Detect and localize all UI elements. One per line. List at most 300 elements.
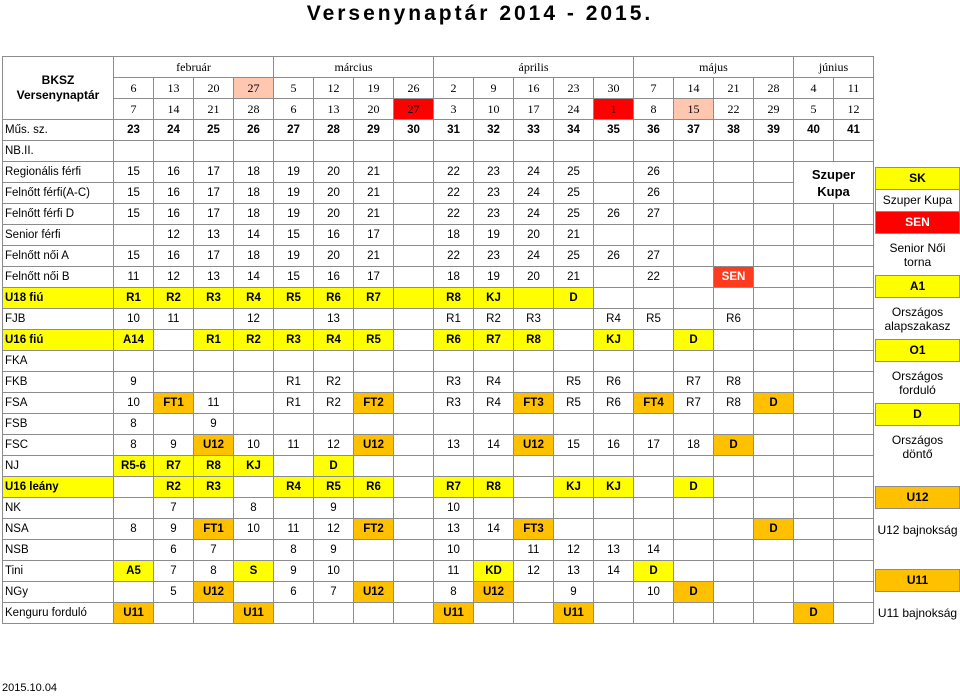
date-cell: 8 [634,99,674,120]
schedule-cell [354,540,394,561]
schedule-cell: 9 [314,498,354,519]
schedule-cell [794,309,834,330]
schedule-cell: A5 [114,561,154,582]
schedule-cell: 18 [434,267,474,288]
schedule-cell [394,582,434,603]
schedule-cell [514,498,554,519]
empty-cell [714,141,754,162]
date-cell: 6 [274,99,314,120]
schedule-cell [474,540,514,561]
schedule-row [3,162,874,183]
schedule-cell: 17 [194,183,234,204]
schedule-cell [834,582,874,603]
schedule-cell: 19 [274,204,314,225]
schedule-cell: 18 [234,204,274,225]
schedule-cell: R5 [354,330,394,351]
date-cell: 7 [634,78,674,99]
schedule-cell [274,456,314,477]
schedule-cell: 9 [314,540,354,561]
empty-cell [194,141,234,162]
schedule-cell [794,540,834,561]
schedule-cell: 8 [434,582,474,603]
schedule-cell: R3 [514,309,554,330]
schedule-cell [354,603,394,624]
schedule-cell [314,603,354,624]
row-label: NSA [3,519,114,540]
schedule-cell [474,498,514,519]
schedule-cell: 18 [434,225,474,246]
schedule-cell: R7 [354,288,394,309]
schedule-cell: 20 [514,225,554,246]
schedule-cell: 24 [514,183,554,204]
schedule-cell [754,204,794,225]
schedule-cell [754,435,794,456]
date-cell: 21 [714,78,754,99]
row-label: FKA [3,351,114,372]
schedule-cell [514,351,554,372]
schedule-cell: R8 [714,372,754,393]
schedule-cell [714,540,754,561]
schedule-cell [794,435,834,456]
schedule-cell [394,435,434,456]
musz-cell: 24 [154,120,194,141]
date-cell: 5 [794,99,834,120]
schedule-cell: 13 [554,561,594,582]
schedule-cell [554,519,594,540]
schedule-cell [754,288,794,309]
legend-item: U12 bajnokság [877,522,958,537]
schedule-cell [834,351,874,372]
schedule-cell [554,456,594,477]
row-label: FSC [3,435,114,456]
row-label: NGy [3,582,114,603]
schedule-cell: 14 [634,540,674,561]
schedule-cell: D [314,456,354,477]
date-cell: 22 [714,99,754,120]
schedule-cell: 16 [154,183,194,204]
schedule-cell: 12 [234,309,274,330]
schedule-cell [594,267,634,288]
schedule-cell: 8 [114,435,154,456]
schedule-cell: 13 [314,309,354,330]
schedule-cell: FT1 [154,393,194,414]
schedule-cell [394,519,434,540]
schedule-cell [514,456,554,477]
schedule-cell: 26 [634,162,674,183]
schedule-cell: D [794,603,834,624]
schedule-cell: 21 [554,267,594,288]
row-label: Senior férfi [3,225,114,246]
empty-cell [434,141,474,162]
row-label: Felnőtt női A [3,246,114,267]
schedule-cell: 27 [634,246,674,267]
date-cell: 28 [234,99,274,120]
schedule-cell [234,351,274,372]
schedule-cell: 19 [274,162,314,183]
schedule-cell: U12 [354,435,394,456]
schedule-cell: 10 [634,582,674,603]
schedule-cell [394,477,434,498]
date-cell: 20 [194,78,234,99]
schedule-cell: 22 [434,246,474,267]
schedule-cell: 9 [154,519,194,540]
schedule-cell: U11 [554,603,594,624]
date-cell: 9 [474,78,514,99]
schedule-cell [674,351,714,372]
schedule-cell: D [634,561,674,582]
schedule-cell: R8 [194,456,234,477]
schedule-cell [394,498,434,519]
schedule-cell [754,225,794,246]
schedule-cell: U12 [354,582,394,603]
schedule-cell: R7 [154,456,194,477]
schedule-cell [714,204,754,225]
schedule-cell: FT3 [514,393,554,414]
schedule-cell: 20 [314,162,354,183]
schedule-cell [274,603,314,624]
schedule-cell: 22 [634,267,674,288]
schedule-cell: 22 [434,162,474,183]
schedule-cell [834,414,874,435]
schedule-cell [394,372,434,393]
schedule-cell [394,246,434,267]
schedule-cell: D [754,519,794,540]
schedule-row [3,183,874,204]
schedule-cell [674,267,714,288]
schedule-cell: 11 [434,561,474,582]
musz-cell: 29 [354,120,394,141]
schedule-cell [674,603,714,624]
date-cell: 14 [154,99,194,120]
empty-cell [674,141,714,162]
schedule-cell [234,540,274,561]
schedule-cell: 23 [474,162,514,183]
schedule-cell [514,582,554,603]
schedule-cell: 17 [194,246,234,267]
schedule-cell [474,351,514,372]
schedule-cell: 8 [274,540,314,561]
schedule-cell: 24 [514,246,554,267]
schedule-cell [834,477,874,498]
schedule-cell [394,288,434,309]
schedule-cell [714,246,754,267]
schedule-row [3,582,874,603]
schedule-cell: 9 [114,372,154,393]
months-row [3,57,874,78]
month-header: április [434,57,634,78]
schedule-cell: 17 [354,225,394,246]
schedule-cell: R3 [274,330,314,351]
schedule-cell: 15 [274,267,314,288]
date-cell: 23 [554,78,594,99]
legend-item: Országos alapszakasz [884,304,951,333]
schedule-cell [314,414,354,435]
schedule-cell: KJ [234,456,274,477]
row-label: Felnőtt női B [3,267,114,288]
schedule-cell: 11 [154,309,194,330]
schedule-cell [834,267,874,288]
schedule-cell [434,414,474,435]
schedule-cell: 25 [554,204,594,225]
schedule-row [3,225,874,246]
schedule-cell [834,204,874,225]
schedule-cell: 9 [274,561,314,582]
schedule-cell: R6 [594,372,634,393]
schedule-cell: 10 [434,498,474,519]
schedule-cell: 13 [194,267,234,288]
schedule-cell [394,330,434,351]
empty-cell [474,141,514,162]
musz-row [3,120,874,141]
schedule-cell: 7 [154,561,194,582]
schedule-cell [674,414,714,435]
schedule-cell: 9 [154,435,194,456]
date-cell: 7 [114,99,154,120]
legend-table [875,167,960,633]
schedule-cell: KD [474,561,514,582]
schedule-cell: R5-6 [114,456,154,477]
musz-cell: 34 [554,120,594,141]
empty-cell [634,141,674,162]
schedule-cell: R6 [714,309,754,330]
schedule-cell [234,582,274,603]
schedule-cell: R7 [674,372,714,393]
schedule-cell: 9 [554,582,594,603]
schedule-cell [834,246,874,267]
schedule-cell [434,351,474,372]
schedule-cell: R3 [434,393,474,414]
schedule-cell [674,498,714,519]
schedule-cell: 16 [314,225,354,246]
footer-date: 2015.10.04 [2,682,58,694]
date-cell: 15 [674,99,714,120]
schedule-cell: R8 [434,288,474,309]
schedule-cell [834,456,874,477]
schedule-cell: U12 [194,435,234,456]
schedule-cell: R2 [314,393,354,414]
schedule-cell: SEN [714,267,754,288]
schedule-row [3,477,874,498]
schedule-cell: 13 [194,225,234,246]
dates-row-2 [3,99,874,120]
schedule-cell: 18 [234,183,274,204]
legend-item: O1 [876,340,960,362]
schedule-cell [754,582,794,603]
schedule-cell [394,351,434,372]
schedule-cell: R8 [714,393,754,414]
date-cell: 24 [554,99,594,120]
date-cell: 29 [754,99,794,120]
schedule-cell [754,246,794,267]
schedule-cell [794,351,834,372]
schedule-cell [754,162,794,183]
schedule-cell [394,603,434,624]
schedule-cell: 15 [554,435,594,456]
schedule-row [3,351,874,372]
schedule-cell: R2 [314,372,354,393]
schedule-cell [554,330,594,351]
schedule-cell: 5 [154,582,194,603]
schedule-row [3,435,874,456]
schedule-cell: 11 [274,435,314,456]
date-cell: 10 [474,99,514,120]
schedule-row [3,309,874,330]
schedule-cell [674,246,714,267]
schedule-cell [394,456,434,477]
schedule-cell: 10 [234,519,274,540]
schedule-cell [794,498,834,519]
schedule-cell: 20 [314,246,354,267]
schedule-row [3,267,874,288]
schedule-cell: 17 [634,435,674,456]
date-cell: 1 [594,99,634,120]
schedule-cell [354,351,394,372]
schedule-cell [754,372,794,393]
schedule-cell [674,309,714,330]
schedule-cell: 12 [514,561,554,582]
schedule-cell: 15 [114,246,154,267]
date-cell: 3 [434,99,474,120]
schedule-cell [714,498,754,519]
schedule-cell: 21 [354,183,394,204]
musz-cell: 39 [754,120,794,141]
schedule-cell: S [234,561,274,582]
schedule-cell: R2 [234,330,274,351]
schedule-cell: 16 [154,246,194,267]
schedule-cell: D [754,393,794,414]
musz-cell: 36 [634,120,674,141]
schedule-cell [754,309,794,330]
schedule-cell: R3 [194,288,234,309]
calendar-table [2,56,874,624]
schedule-cell [714,477,754,498]
schedule-cell [234,372,274,393]
schedule-row [3,540,874,561]
schedule-cell [114,477,154,498]
schedule-cell: 11 [194,393,234,414]
schedule-cell [794,267,834,288]
schedule-cell: 21 [354,162,394,183]
schedule-cell [274,498,314,519]
schedule-cell [154,351,194,372]
schedule-cell: 11 [514,540,554,561]
schedule-cell: FT2 [354,393,394,414]
schedule-cell [714,183,754,204]
schedule-cell [674,183,714,204]
schedule-cell: 10 [114,309,154,330]
schedule-cell [754,456,794,477]
date-cell: 14 [674,78,714,99]
schedule-cell [794,456,834,477]
schedule-cell [634,414,674,435]
schedule-cell: 16 [154,162,194,183]
schedule-cell [714,288,754,309]
date-cell: 11 [834,78,874,99]
schedule-cell [594,183,634,204]
schedule-cell [674,456,714,477]
month-header: március [274,57,434,78]
empty-cell [234,141,274,162]
schedule-cell: 24 [514,204,554,225]
schedule-cell: R6 [314,288,354,309]
empty-cell [554,141,594,162]
schedule-cell: R1 [194,330,234,351]
schedule-cell: 8 [194,561,234,582]
schedule-cell: 14 [234,267,274,288]
schedule-cell [834,225,874,246]
schedule-cell [674,561,714,582]
schedule-cell [154,603,194,624]
date-cell: 12 [834,99,874,120]
date-cell: 12 [314,78,354,99]
schedule-cell [594,498,634,519]
schedule-cell [634,519,674,540]
schedule-cell: 17 [354,267,394,288]
empty-cell [354,141,394,162]
schedule-cell [754,351,794,372]
date-cell: 13 [314,99,354,120]
schedule-cell [594,582,634,603]
row-label: FJB [3,309,114,330]
date-cell: 28 [754,78,794,99]
schedule-cell [834,435,874,456]
schedule-cell [634,603,674,624]
schedule-cell: R5 [274,288,314,309]
schedule-cell: U12 [514,435,554,456]
schedule-cell [794,330,834,351]
schedule-cell: U12 [474,582,514,603]
schedule-cell [354,498,394,519]
schedule-cell [394,204,434,225]
schedule-cell: R4 [234,288,274,309]
schedule-cell: 16 [314,267,354,288]
legend-item: D [876,404,960,426]
page-title: Versenynaptár 2014 - 2015. [306,2,654,25]
musz-cell: 37 [674,120,714,141]
schedule-cell: R7 [434,477,474,498]
schedule-row [3,204,874,225]
schedule-cell: U11 [234,603,274,624]
schedule-cell [394,225,434,246]
schedule-cell [834,603,874,624]
legend-item: Országos forduló [891,368,944,397]
schedule-cell: 17 [194,204,234,225]
schedule-cell [794,414,834,435]
musz-cell: 28 [314,120,354,141]
schedule-cell [634,351,674,372]
schedule-cell [674,204,714,225]
schedule-cell [154,330,194,351]
schedule-cell [754,498,794,519]
schedule-cell: U12 [194,582,234,603]
schedule-cell [194,603,234,624]
schedule-cell [514,603,554,624]
schedule-cell [394,561,434,582]
schedule-cell [714,351,754,372]
schedule-cell: R1 [434,309,474,330]
musz-cell: 23 [114,120,154,141]
schedule-row [3,561,874,582]
schedule-cell [634,477,674,498]
schedule-cell [594,519,634,540]
schedule-cell [714,603,754,624]
schedule-cell: KJ [554,477,594,498]
date-cell: 5 [274,78,314,99]
schedule-cell: R8 [474,477,514,498]
schedule-cell: 14 [594,561,634,582]
date-cell: 27 [394,99,434,120]
date-cell: 27 [234,78,274,99]
